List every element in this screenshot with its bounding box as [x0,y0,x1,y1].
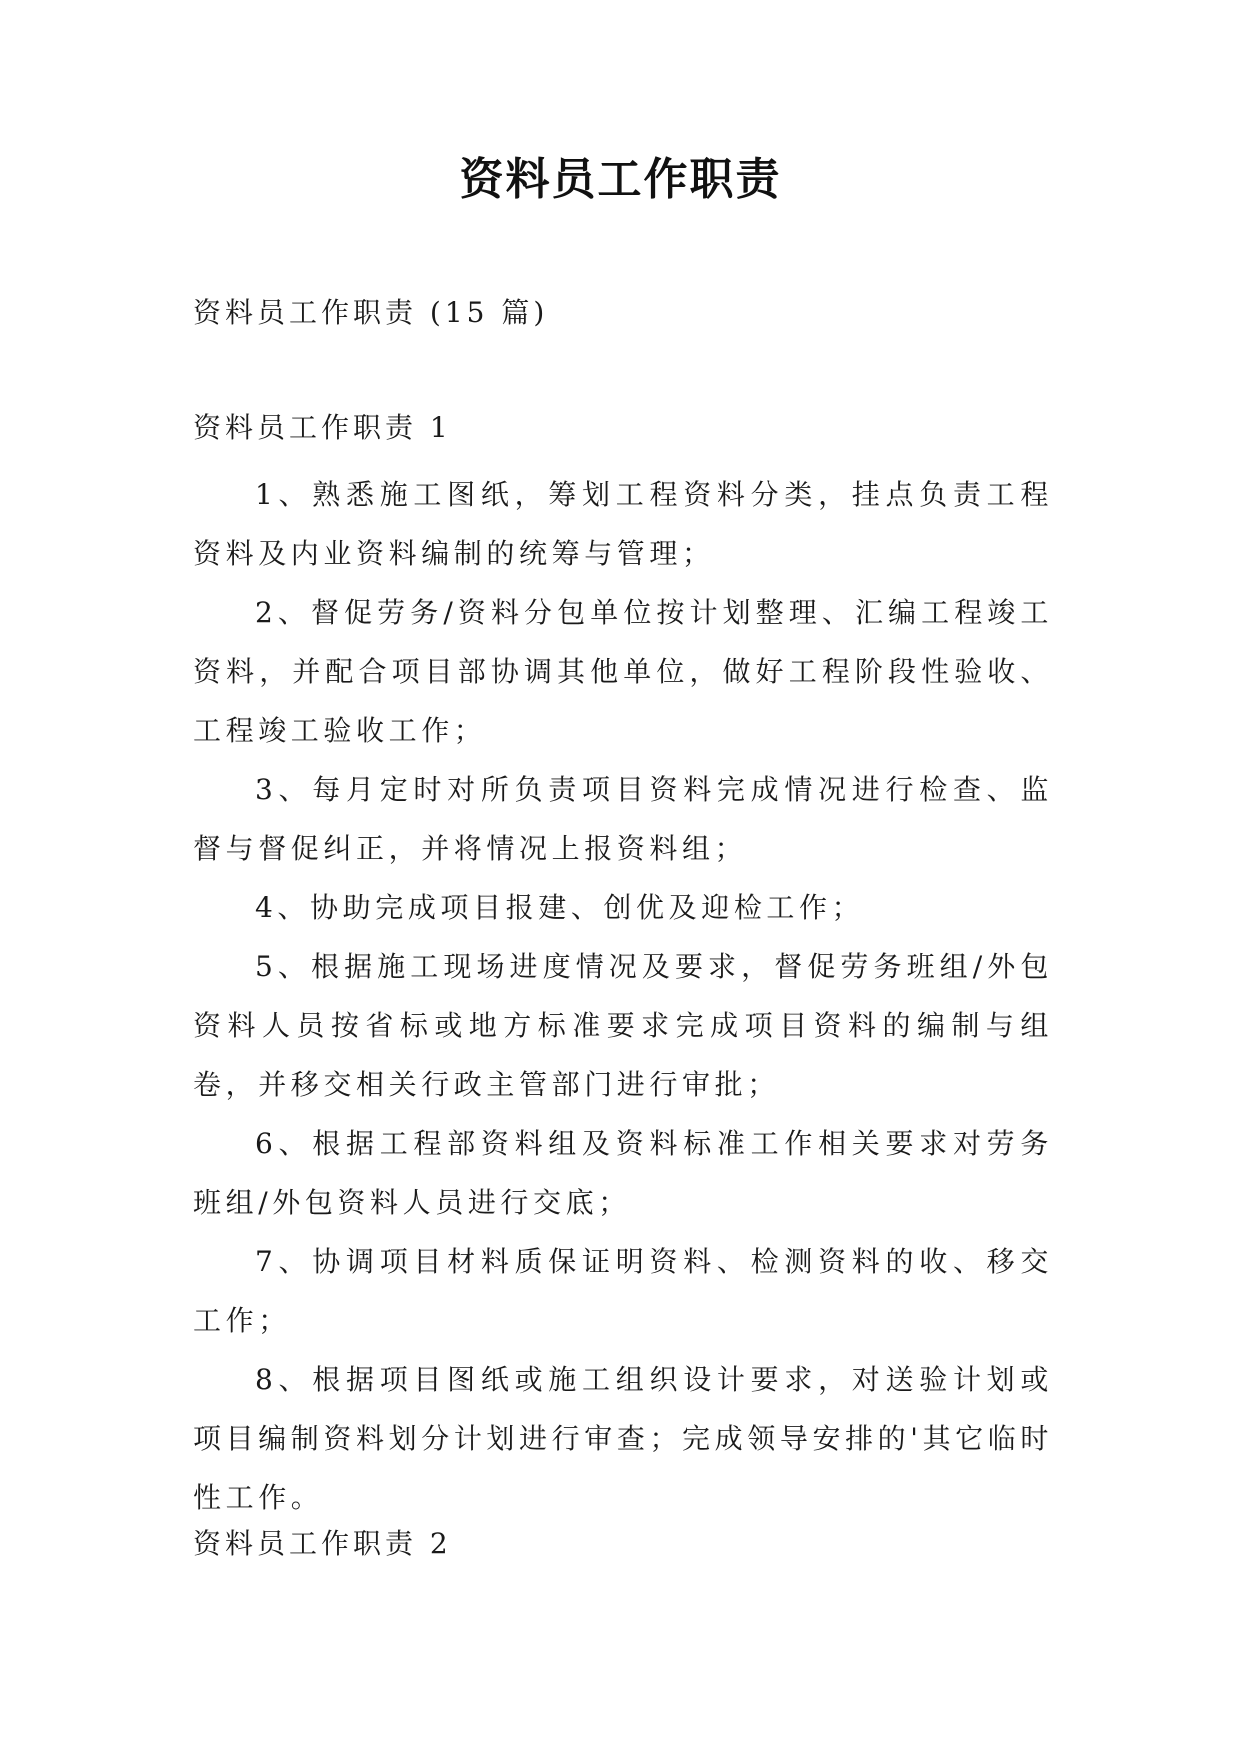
duty-item-8: 8、根据项目图纸或施工组织设计要求，对送验计划或项目编制资料划分计划进行审查；完成领导安排的'其它临时性工作。 [193,1363,1053,1514]
duty-item-1: 1、熟悉施工图纸，筹划工程资料分类，挂点负责工程资料及内业资料编制的统筹与管理； [193,478,1053,570]
duty-item-2: 2、督促劳务/资料分包单位按计划整理、汇编工程竣工资料，并配合项目部协调其他单位，做好工程阶段性验收、工程竣工验收工作； [193,596,1053,747]
document-subtitle: 资料员工作职责 (15 篇) [193,296,549,329]
duty-item-5: 5、根据施工现场进度情况及要求，督促劳务班组/外包资料人员按省标或地方标准要求完成项目资料的编制与组卷，并移交相关行政主管部门进行审批； [193,950,1053,1101]
section-heading-2: 资料员工作职责 2 [193,1527,452,1560]
duty-item-7: 7、协调项目材料质保证明资料、检测资料的收、移交工作； [193,1245,1053,1337]
duty-item-4: 4、协助完成项目报建、创优及迎检工作； [255,891,865,924]
page-title: 资料员工作职责 [459,154,782,205]
duty-item-3: 3、每月定时对所负责项目资料完成情况进行检查、监督与督促纠正，并将情况上报资料组； [193,773,1053,865]
duty-list [193,465,1053,1527]
duty-item-6: 6、根据工程部资料组及资料标准工作相关要求对劳务班组/外包资料人员进行交底； [193,1127,1053,1219]
section-heading-1: 资料员工作职责 1 [193,411,452,444]
